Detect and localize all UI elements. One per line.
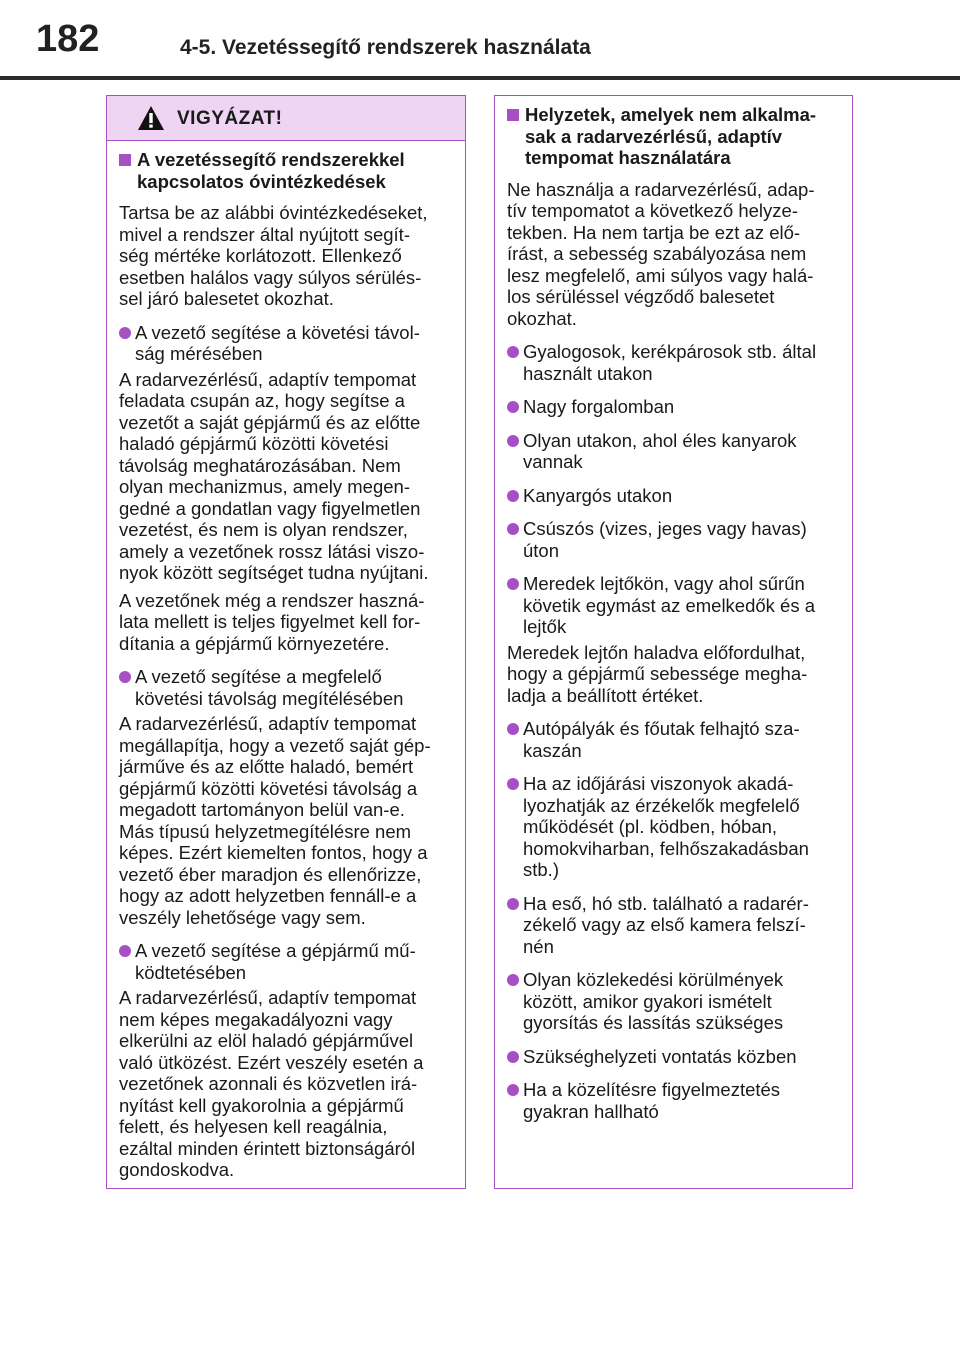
paragraph-line: gépjármű közötti követési távolság a (119, 777, 418, 799)
circle-bullet-icon (507, 1051, 519, 1063)
paragraph (507, 179, 840, 330)
paragraph (119, 713, 453, 928)
list-item-text (135, 940, 416, 983)
heading-text (525, 104, 816, 169)
list-item-text (523, 893, 809, 958)
circle-bullet-icon (507, 1084, 519, 1096)
circle-bullet-icon (507, 578, 519, 590)
paragraph-line: veszély lehetősége vagy sem. (119, 906, 366, 928)
paragraph-line: vezető éber maradjon és ellenőrizze, (119, 863, 422, 885)
paragraph-line: írást, a sebesség szabályozása nem (507, 243, 807, 264)
list-item-text-line: kaszán (523, 739, 582, 761)
paragraph-line: Ne használja a radarvezérlésű, adap- (507, 178, 815, 200)
list-item-text (523, 969, 783, 1034)
paragraph (119, 590, 453, 655)
list-item-text-line: úton (523, 539, 560, 561)
page-number: 182 (36, 18, 100, 60)
list-item-text (523, 485, 672, 507)
paragraph-line: A radarvezérlésű, adaptív tempomat (119, 368, 417, 390)
caution-box (106, 95, 466, 1189)
heading-text-line: tempomat használatára (525, 147, 731, 168)
list-item-text-line: Ha eső, hó stb. található a radarér- (523, 892, 809, 914)
paragraph-line: járműve és az előtte haladó, bemért (119, 756, 414, 777)
heading-text-line: sak a radarvezérlésű, adaptív (525, 125, 783, 147)
list-item-text (135, 322, 420, 365)
circle-bullet-icon (507, 898, 519, 910)
list-item-text (523, 573, 815, 638)
paragraph-line: sel járó balesetet okozhat. (119, 288, 334, 309)
paragraph-line: A radarvezérlésű, adaptív tempomat (119, 713, 417, 734)
list-item-text-line: A vezető segítése a megfelelő (135, 666, 382, 687)
circle-bullet-icon (507, 490, 519, 502)
list-item (507, 893, 840, 958)
section-heading (119, 149, 453, 192)
list-item (507, 573, 840, 638)
list-item-text (523, 1079, 780, 1122)
paragraph-line: okozhat. (507, 307, 577, 329)
circle-bullet-icon (119, 671, 131, 683)
circle-bullet-icon (119, 945, 131, 957)
list-item-text-line: lejtők (523, 616, 567, 637)
list-item-text (523, 430, 797, 473)
list-item-text-line: homokviharban, felhőszakadásban (523, 837, 809, 859)
paragraph-line: lesz megfelelő, ami súlyos vagy halá- (507, 264, 814, 286)
list-item-text (523, 518, 807, 561)
list-item-text-line: Olyan közlekedési körülmények (523, 969, 784, 990)
paragraph-line: A vezetőnek még a rendszer haszná- (119, 589, 425, 611)
list-item-text-line: zékelő vagy az első kamera felszí- (523, 914, 806, 935)
section-heading (507, 104, 840, 169)
list-item-text (135, 666, 403, 709)
list-item (507, 485, 840, 507)
list-item (507, 430, 840, 473)
paragraph-line: haladó gépjármű közötti követési (119, 433, 389, 454)
paragraph-line: megadott tartományon belül van-e. (119, 799, 405, 820)
list-item-text (523, 341, 816, 384)
square-bullet-icon (507, 109, 519, 121)
heading-text-line: A vezetéssegítő rendszerekkel (137, 149, 405, 170)
paragraph-line: gondoskodva. (119, 1159, 235, 1180)
list-item-text-line: követik egymást az emelkedők és a (523, 594, 816, 616)
list-item (507, 396, 840, 418)
list-item (507, 718, 840, 761)
list-item-text-line: Ha az időjárási viszonyok akadá- (523, 773, 794, 794)
paragraph (507, 642, 840, 707)
paragraph-line: képes. Ezért kiemelten fontos, hogy a (119, 842, 428, 863)
circle-bullet-icon (507, 401, 519, 413)
list-item (507, 518, 840, 561)
list-item-text-line: Nagy forgalomban (523, 396, 675, 417)
list-item (507, 773, 840, 881)
paragraph-line: vezetőt a saját gépjármű és az előtte (119, 411, 421, 433)
list-item-text-line: lyozhatják az érzékelők megfelelő (523, 794, 800, 816)
paragraph-line: olyan mechanizmus, amely megen- (119, 476, 410, 497)
list-item (119, 666, 453, 709)
paragraph-line: vezetést, és nem is olyan rendszer, (119, 519, 408, 540)
circle-bullet-icon (507, 723, 519, 735)
list-item-text-line: Kanyargós utakon (523, 484, 673, 506)
list-item-text-line: gyorsítás és lassítás szükséges (523, 1012, 784, 1033)
caution-content (107, 141, 465, 1181)
paragraph-line: ség mértéke korlátozott. Ellenkező (119, 245, 402, 266)
list-item-text-line: Meredek lejtőkön, vagy ahol sűrűn (523, 573, 805, 594)
paragraph-line: los sérüléssel végződő balesetet (507, 286, 775, 307)
page-header (0, 0, 960, 80)
square-bullet-icon (119, 154, 131, 166)
section-title: 4-5. Vezetéssegítő rendszerek használata (180, 36, 591, 59)
circle-bullet-icon (507, 523, 519, 535)
list-item-text (523, 773, 809, 881)
heading-text-line: kapcsolatos óvintézkedések (137, 170, 386, 192)
list-item-text-line: vannak (523, 451, 583, 472)
caution-header (107, 96, 465, 141)
paragraph-line: esetben halálos vagy súlyos sérülés- (119, 266, 422, 288)
paragraph-line: nem képes megakadályozni vagy (119, 1008, 393, 1030)
paragraph-line: távolság meghatározásában. Nem (119, 454, 401, 476)
list-item-text-line: Gyalogosok, kerékpárosok stb. által (523, 341, 817, 362)
list-item (119, 940, 453, 983)
heading-text-line: Helyzetek, amelyek nem alkalma- (525, 104, 817, 125)
list-item (507, 1079, 840, 1122)
list-item-text (523, 1046, 797, 1068)
list-item-text-line: Szükséghelyzeti vontatás közben (523, 1045, 797, 1067)
header-rule (0, 76, 960, 80)
paragraph-line: ezáltal minden érintett biztonságáról (119, 1137, 416, 1159)
list-item-text (523, 396, 674, 418)
list-item-text-line: gyakran hallható (523, 1100, 659, 1122)
paragraph (119, 202, 453, 310)
paragraph-line: hogy a gépjármű sebessége megha- (507, 663, 808, 684)
paragraph-line: ladja a beállított értéket. (507, 684, 704, 706)
paragraph-line: nyok között segítséget tudna nyújtani. (119, 562, 429, 583)
paragraph-line: vezetőnek azonnali és közvetlen irá- (119, 1073, 418, 1094)
paragraph-line: felett, és helyesen kell reagálnia, (119, 1116, 388, 1137)
list-item-text-line: A vezető segítése a követési távol- (135, 321, 420, 343)
circle-bullet-icon (507, 346, 519, 358)
paragraph-line: tív tempomatot a következő helyze- (507, 200, 798, 221)
paragraph-line: Meredek lejtőn haladva előfordulhat, (507, 641, 806, 663)
circle-bullet-icon (507, 778, 519, 790)
list-item-text-line: követési távolság megítélésében (135, 687, 404, 709)
paragraph-line: lata mellett is teljes figyelmet kell for- (119, 611, 421, 632)
list-item-text-line: ság mérésében (135, 343, 263, 364)
list-item-text-line: Csúszós (vizes, jeges vagy havas) (523, 518, 807, 539)
paragraph-line: amely a vezetőnek rossz látási viszo- (119, 540, 425, 562)
paragraph-line: tekben. Ha nem tartja be ezt az elő- (507, 221, 801, 243)
paragraph-line: való ütközést. Ezért veszély esetén a (119, 1051, 424, 1073)
warning-icon (137, 105, 165, 131)
list-item-text-line: Autópályák és főutak felhajtó sza- (523, 718, 800, 739)
list-item-text (523, 718, 800, 761)
list-item (507, 969, 840, 1034)
paragraph-line: Más típusú helyzetmegítélésre nem (119, 820, 412, 842)
list-item-text-line: használt utakon (523, 362, 653, 384)
paragraph-line: mivel a rendszer által nyújtott segít- (119, 223, 410, 245)
heading-text (137, 149, 405, 192)
paragraph-line: nyítást kell gyakorolnia a gépjármű (119, 1094, 404, 1116)
situations-box (494, 95, 853, 1189)
paragraph-line: gedné a gondatlan vagy figyelmetlen (119, 497, 421, 519)
list-item (507, 1046, 840, 1068)
paragraph-line: Tartsa be az alábbi óvintézkedéseket, (119, 202, 428, 223)
circle-bullet-icon (119, 327, 131, 339)
paragraph (119, 369, 453, 584)
list-item-text-line: A vezető segítése a gépjármű mű- (135, 940, 416, 961)
list-item-text-line: Olyan utakon, ahol éles kanyarok (523, 429, 797, 451)
caution-title: VIGYÁZAT! (177, 108, 283, 129)
list-item-text-line: között, amikor gyakori ismételt (523, 990, 772, 1012)
list-item (507, 341, 840, 384)
paragraph-line: dítania a gépjármű környezetére. (119, 632, 390, 654)
paragraph-line: feladata csupán az, hogy segítse a (119, 390, 405, 411)
paragraph (119, 987, 453, 1181)
paragraph-line: megállapítja, hogy a vezető saját gép- (119, 734, 431, 756)
list-item-text-line: ködtetésében (135, 961, 247, 983)
paragraph-line: elkerülni az elöl haladó gépjárművel (119, 1030, 414, 1051)
list-item (119, 322, 453, 365)
list-item-text-line: stb.) (523, 859, 559, 880)
list-item-text-line: nén (523, 935, 554, 957)
paragraph-line: hogy az adott helyzetben fennáll-e a (119, 885, 417, 906)
circle-bullet-icon (507, 435, 519, 447)
list-item-text-line: Ha a közelítésre figyelmeztetés (523, 1079, 781, 1100)
circle-bullet-icon (507, 974, 519, 986)
situations-content (495, 96, 852, 1122)
paragraph-line: A radarvezérlésű, adaptív tempomat (119, 987, 417, 1008)
list-item-text-line: működését (pl. ködben, hóban, (523, 816, 778, 837)
